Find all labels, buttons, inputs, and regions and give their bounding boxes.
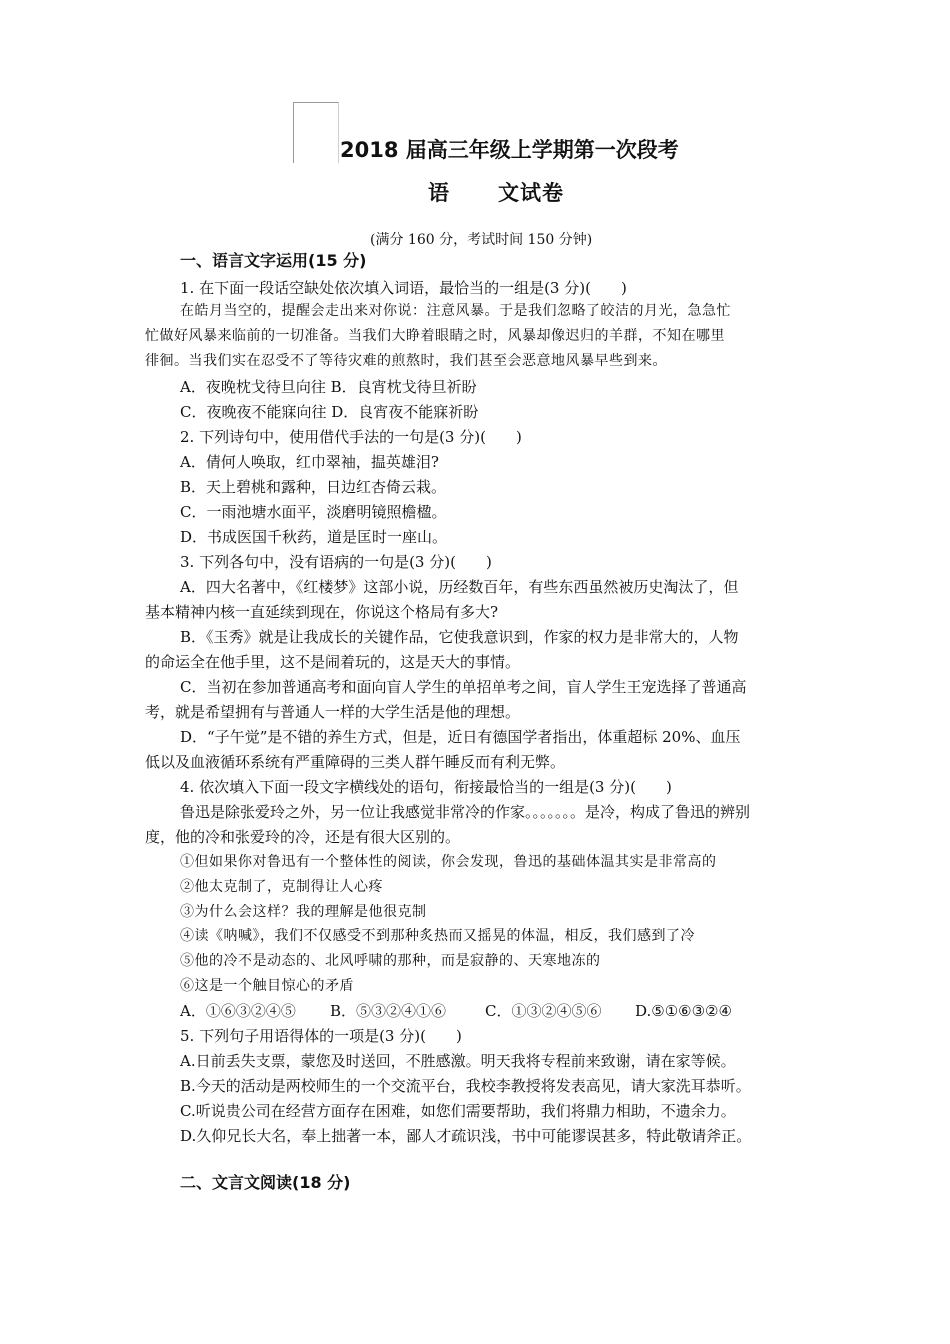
q1-stem: 1. 在下面一段话空缺处依次填入词语，最恰当的一组是(3 分)( ) <box>180 279 627 297</box>
q3-line: 低以及血液循环系统有严重障碍的三类人群午睡反而有利无弊。 <box>145 753 566 771</box>
q2-option: B．天上碧桃和露种，日边红杏倚云栽。 <box>180 478 447 496</box>
q1-passage-line: 徘徊。当我们实在忍受不了等待灾难的煎熬时，我们甚至会恶意地风暴早些到来。 <box>145 353 667 369</box>
section1-heading: 一、语言文字运用(15 分) <box>180 251 367 270</box>
q5-stem: 5. 下列句子用语得体的一项是(3 分)( ) <box>180 1027 462 1045</box>
q4-item: ②他太克制了，克制得让人心疼 <box>180 879 383 895</box>
q2-option: C．一雨池塘水面平，淡磨明镜照檐楹。 <box>180 503 447 521</box>
q1-option-row: A．夜晚枕戈待旦向往 B．良宵枕戈待旦祈盼 <box>180 378 477 396</box>
q4-item: ③为什么会这样？我的理解是他很克制 <box>180 904 427 920</box>
q4-stem: 4. 依次填入下面一段文字横线处的语句，衔接最恰当的一组是(3 分)( ) <box>180 778 672 796</box>
exam-title: 2018 届高三年级上学期第一次段考 <box>340 138 679 162</box>
q4-option: D.⑤①⑥③②④ <box>635 1002 732 1020</box>
q4-option: A．①⑥③②④⑤ <box>180 1002 296 1020</box>
q2-stem: 2. 下列诗句中，使用借代手法的一句是(3 分)( ) <box>180 428 522 446</box>
q4-options-row <box>180 1001 732 1021</box>
q1-passage-line: 忙做好风暴来临前的一切准备。当我们大睁着眼睛之时，风暴却像迟归的羊群，不知在哪里 <box>145 328 725 344</box>
q4-item: ⑥这是一个触目惊心的矛盾 <box>180 978 354 994</box>
subject-title-left: 语 <box>428 181 450 205</box>
q3-line: D．“子午觉”是不错的养生方式，但是，近日有德国学者指出，体重超标 20%、血压 <box>180 728 741 746</box>
q5-option: B.今天的活动是两校师生的一个交流平台，我校李教授将发表高见，请大家洗耳恭听。 <box>180 1077 751 1095</box>
q4-passage-line: 鲁迅是除张爱玲之外，另一位让我感觉非常冷的作家。。。。。。。是冷，构成了鲁迅的辨别 <box>180 803 751 821</box>
q5-option: A.日前丢失支票，蒙您及时送回，不胜感激。明天我将专程前来致谢，请在家等候。 <box>180 1052 736 1070</box>
q3-line: B．《玉秀》就是让我成长的关键作品，它使我意识到，作家的权力是非常大的，人物 <box>180 628 739 646</box>
q4-option: B．⑤③②④①⑥ <box>330 1002 447 1020</box>
q1-passage-line: 在皓月当空的，提醒会走出来对你说：注意风暴。于是我们忽略了皎洁的月光，急急忙 <box>180 303 731 319</box>
q2-option: D．书成医国千秋药，道是匡时一座山。 <box>180 528 448 546</box>
q4-option: C．①③②④⑤⑥ <box>485 1002 602 1020</box>
exam-meta: (满分 160 分，考试时间 150 分钟) <box>370 232 593 248</box>
q3-line: 考，就是希望拥有与普通人一样的大学生活是他的理想。 <box>145 703 521 721</box>
q4-item: ④读《呐喊》，我们不仅感受不到那种炙热而又摇晃的体温，相反，我们感到了冷 <box>180 928 695 944</box>
q3-line: 的命运全在他手里，这不是闹着玩的，这是天大的事情。 <box>145 653 521 671</box>
q1-option-row: C．夜晚夜不能寐向往 D．良宵夜不能寐祈盼 <box>180 403 479 421</box>
q4-item: ①但如果你对鲁迅有一个整体性的阅读，你会发现，鲁迅的基础体温其实是非常高的 <box>180 854 717 870</box>
q4-item: ⑤他的冷不是动态的、北风呼啸的那种，而是寂静的、天寒地冻的 <box>180 953 601 969</box>
q4-passage-line: 度，他的冷和张爱玲的冷，还是有很大区别的。 <box>145 828 461 846</box>
q3-line: C．当初在参加普通高考和面向盲人学生的单招单考之间，盲人学生王宠选择了普通高 <box>180 678 747 696</box>
q5-option: D.久仰兄长大名，奉上拙著一本，鄙人才疏识浅，书中可能谬误甚多，特此敬请斧正。 <box>180 1127 752 1145</box>
q3-line: A．四大名著中，《红楼梦》这部小说，历经数百年，有些东西虽然被历史淘汰了，但 <box>180 578 739 596</box>
section2-heading: 二、文言文阅读(18 分) <box>180 1173 351 1192</box>
q5-option: C.听说贵公司在经营方面存在困难，如您们需要帮助，我们将鼎力相助，不遗余力。 <box>180 1102 736 1120</box>
q3-stem: 3. 下列各句中，没有语病的一句是(3 分)( ) <box>180 553 492 571</box>
subject-title-right: 文试卷 <box>498 181 564 205</box>
q3-line: 基本精神内核一直延续到现在，你说这个格局有多大? <box>145 603 499 621</box>
binding-corner-mark <box>293 102 339 163</box>
q2-option: A．倩何人唤取，红巾翠袖，揾英雄泪? <box>180 453 439 471</box>
